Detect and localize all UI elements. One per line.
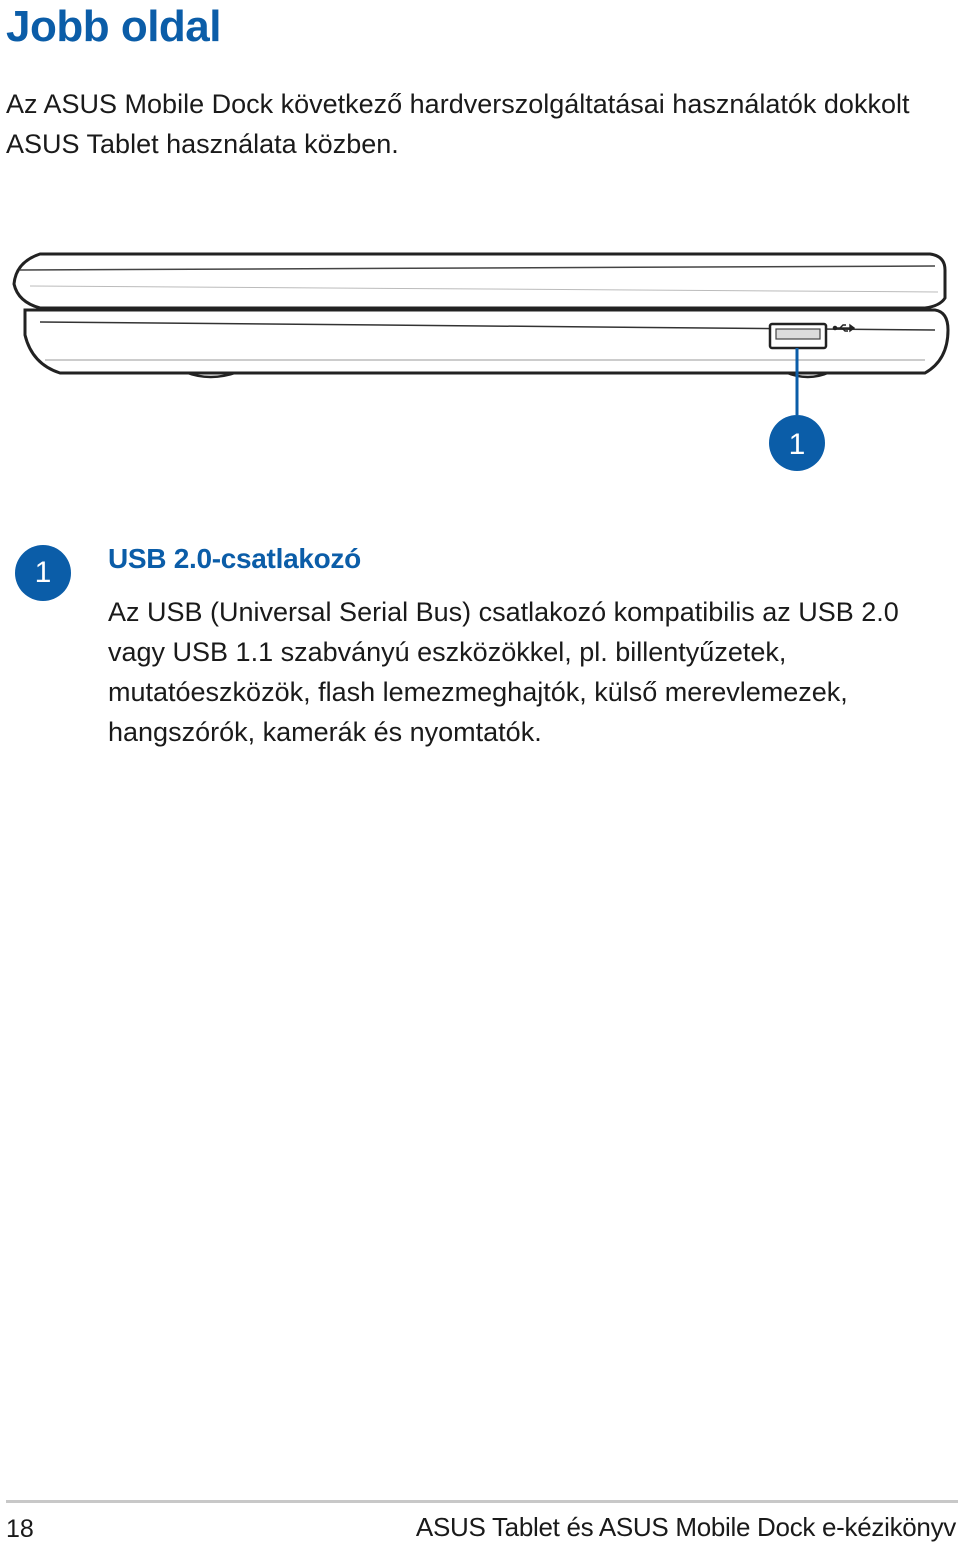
- usb-port-insert: [776, 329, 820, 339]
- page-title: Jobb oldal: [6, 2, 221, 51]
- footer-divider: [6, 1500, 958, 1503]
- tablet-upper-body: [14, 254, 945, 308]
- callout-label: 1: [788, 428, 806, 461]
- footer-page-number: 18: [6, 1515, 34, 1543]
- item-title: USB 2.0-csatlakozó: [108, 543, 361, 574]
- intro-paragraph: Az ASUS Mobile Dock következő hardverszolgáltatásai használatók dokkolt ASUS Tablet használata közben.: [6, 89, 910, 159]
- footer-document-title: ASUS Tablet és ASUS Mobile Dock e-kézikönyv: [415, 1512, 956, 1542]
- item-description: Az USB (Universal Serial Bus) csatlakozó kompatibilis az USB 2.0 vagy USB 1.1 szabványú eszközökkel, pl. billentyűzetek, mutatóeszközök, flash lemezmeghajtók, külső merevlemezek, hangszórók, kamerák és nyomtatók.: [108, 597, 899, 747]
- item-marker: 1: [15, 545, 71, 601]
- dock-right-side-illustration: [0, 240, 960, 480]
